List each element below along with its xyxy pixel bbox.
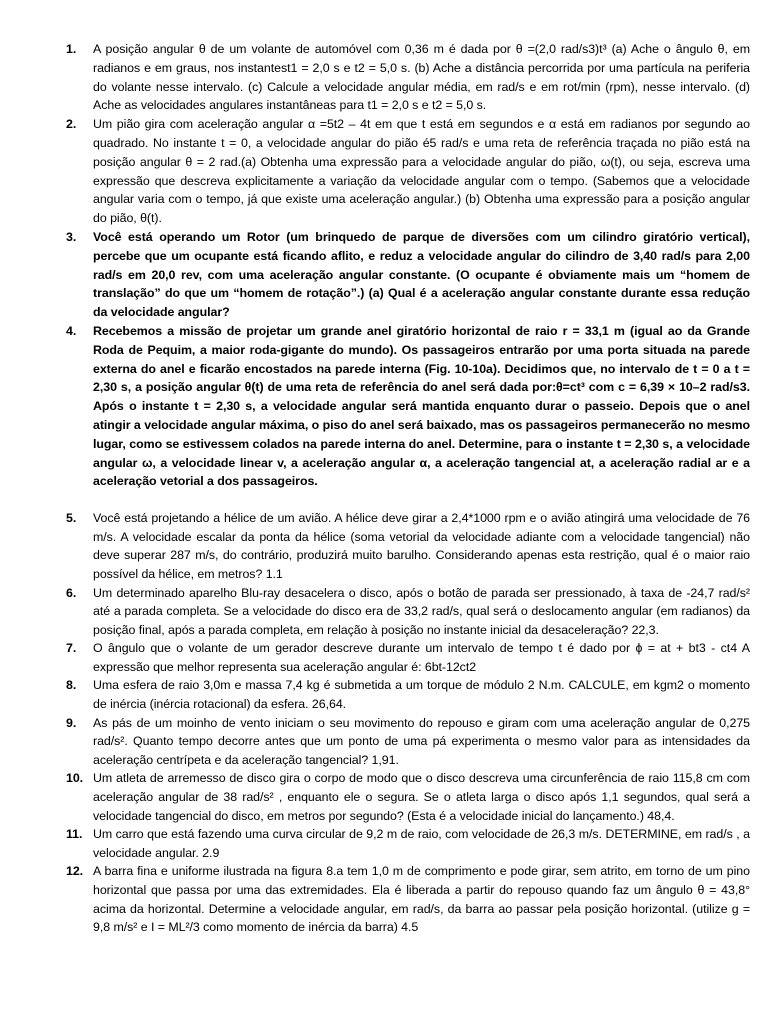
question-number: 7. <box>66 641 77 656</box>
question-4 <box>0 322 750 491</box>
question-text: Uma esfera de raio 3,0m e massa 7,4 kg é submetida a um torque de módulo 2 N.m. CALCULE, em kgm2 o momento de inércia (inércia rotacional) da esfera. 26,64. <box>93 678 750 712</box>
question-list <box>0 40 750 937</box>
question-number: 8. <box>66 678 77 693</box>
question-11 <box>0 825 750 862</box>
question-2 <box>0 115 750 228</box>
question-number: 12. <box>66 864 84 879</box>
question-5 <box>0 509 750 583</box>
question-text: Um carro que está fazendo uma curva circular de 9,2 m de raio, com velocidade de 26,3 m/s. DETERMINE, em rad/s , a velocidade angular. 2.9 <box>93 827 750 860</box>
question-text: Você está operando um Rotor (um brinquedo de parque de diversões com um cilindro giratório vertical), percebe que um ocupante está ficando aflito, e reduz a velocidade angular do cilindro de 3,40 rad/s para 2,00 rad/s em 20,0 rev, com uma aceleração angular constante. (O ocupante é obviamente mais um “homem de translação” do que um “homem de rotação”.) (a) Qual é a aceleração angular constante durante essa redução da velocidade angular? <box>93 229 750 320</box>
question-9 <box>0 714 750 770</box>
question-7 <box>0 639 750 676</box>
question-8 <box>0 676 750 713</box>
question-1 <box>0 40 750 115</box>
question-text: A posição angular θ de um volante de automóvel com 0,36 m é dada por θ =(2,0 rad/s3)t³ (a) Ache o ângulo θ, em radianos e em graus, nos instantest1 = 2,0 s e t2 = 5,0 s. (b) Ache a distância percorrida por uma partícula na periferia do volante nesse intervalo. (c) Calcule a velocidade angular média, em rad/s e em rot/min (rpm), nesse intervalo. (d) Ache as velocidades angulares instantâneas para t1 = 2,0 s e t2 = 5,0 s. <box>93 42 750 113</box>
question-number: 1. <box>66 42 77 56</box>
question-text: Um pião gira com aceleração angular α =5t2 – 4t em que t está em segundos e α está em radianos por segundo ao quadrado. No instante t = 0, a velocidade angular do pião é5 rad/s e uma reta de referência traçada no pião está na posição angular θ = 2 rad.(a) Obtenha uma expressão para a velocidade angular do pião, ω(t), ou seja, escreva uma expressão que descreva explicitamente a variação da velocidade angular com o tempo. (Sabemos que a velocidade angular varia com o tempo, já que existe uma aceleração angular.) (b) Obtenha uma expressão para a posição angular do pião, θ(t). <box>93 117 750 226</box>
question-text: A barra fina e uniforme ilustrada na figura 8.a tem 1,0 m de comprimento e pode girar, sem atrito, em torno de um pino horizontal que passa por uma das extremidades. Ela é liberada a partir do repouso quando faz um ângulo θ = 43,8° acima da horizontal. Determine a velocidade angular, em rad/s, da barra ao passar pela posição horizontal. (utilize g = 9,8 m/s² e I = ML²/3 como momento de inércia da barra) 4.5 <box>93 864 750 935</box>
question-text: O ângulo que o volante de um gerador descreve durante um intervalo de tempo t é dado por ϕ = at + bt3 - ct4 A expressão que melhor representa sua aceleração angular é: 6bt-12ct2 <box>93 641 750 674</box>
question-number: 9. <box>66 715 77 730</box>
question-12 <box>0 862 750 936</box>
question-number: 5. <box>66 511 77 526</box>
question-3 <box>0 228 750 322</box>
question-number: 6. <box>66 585 77 600</box>
question-text: As pás de um moinho de vento iniciam o seu movimento do repouso e giram com uma aceleração angular de 0,275 rad/s². Quanto tempo decorre antes que um ponto de uma pá experimenta o mesmo valor para as intensidades da aceleração centrípeta e da aceleração tangencial? 1,91. <box>93 715 750 767</box>
spacer <box>0 491 750 509</box>
question-number: 2. <box>66 117 77 132</box>
question-text: Recebemos a missão de projetar um grande anel giratório horizontal de raio r = 33,1 m (igual ao da Grande Roda de Pequim, a maior roda-gigante do mundo). Os passageiros entrarão por uma porta situada na parede externa do anel e ficarão encostados na parede interna (Fig. 10-10a). Decidimos que, no intervalo de t = 0 a t = 2,30 s, a posição angular θ(t) de uma reta de referência do anel será dada por:θ=ct³ com c = 6,39 × 10–2 rad/s3. Após o instante t = 2,30 s, a velocidade angular será mantida enquanto durar o passeio. Depois que o anel atingir a velocidade angular máxima, o piso do anel será baixado, mas os passageiros permanecerão no mesmo lugar, como se estivessem colados na parede interna do anel. Determine, para o instante t = 2,30 s, a velocidade angular ω, a velocidade linear v, a aceleração angular α, a aceleração tangencial at, a aceleração radial ar e a aceleração vetorial a dos passageiros. <box>93 323 750 489</box>
question-10 <box>0 769 750 825</box>
question-number: 3. <box>66 229 77 244</box>
question-text: Você está projetando a hélice de um avião. A hélice deve girar a 2,4*1000 rpm e o avião atingirá uma velocidade de 76 m/s. A velocidade escalar da ponta da hélice (soma vetorial da velocidade adiante com a velocidade tangencial) não deve superar 287 m/s, do contrário, produzirá muito barulho. Considerando apenas esta restrição, qual é o maior raio possível da hélice, em metros? 1.1 <box>93 511 750 581</box>
question-number: 11. <box>66 827 83 842</box>
question-6 <box>0 584 750 640</box>
question-number: 4. <box>66 323 77 338</box>
question-text: Um atleta de arremesso de disco gira o corpo de modo que o disco descreva uma circunferência de raio 115,8 cm com aceleração angular de 38 rad/s² , enquanto ele o segura. Se o atleta larga o disco após 1,1 segundos, qual será a velocidade tangencial do disco, em metros por segundo? (Esta é a velocidade inicial do lançamento.) 48,4. <box>93 771 750 823</box>
question-number: 10. <box>66 771 84 786</box>
question-text: Um determinado aparelho Blu-ray desacelera o disco, após o botão de parada ser pressionado, à taxa de -24,7 rad/s² até a parada completa. Se a velocidade do disco era de 33,2 rad/s, qual será o deslocamento angular (em radianos) da posição final, após a parada completa, em relação à posição no instante inicial da desaceleração? 22,3. <box>93 585 750 637</box>
